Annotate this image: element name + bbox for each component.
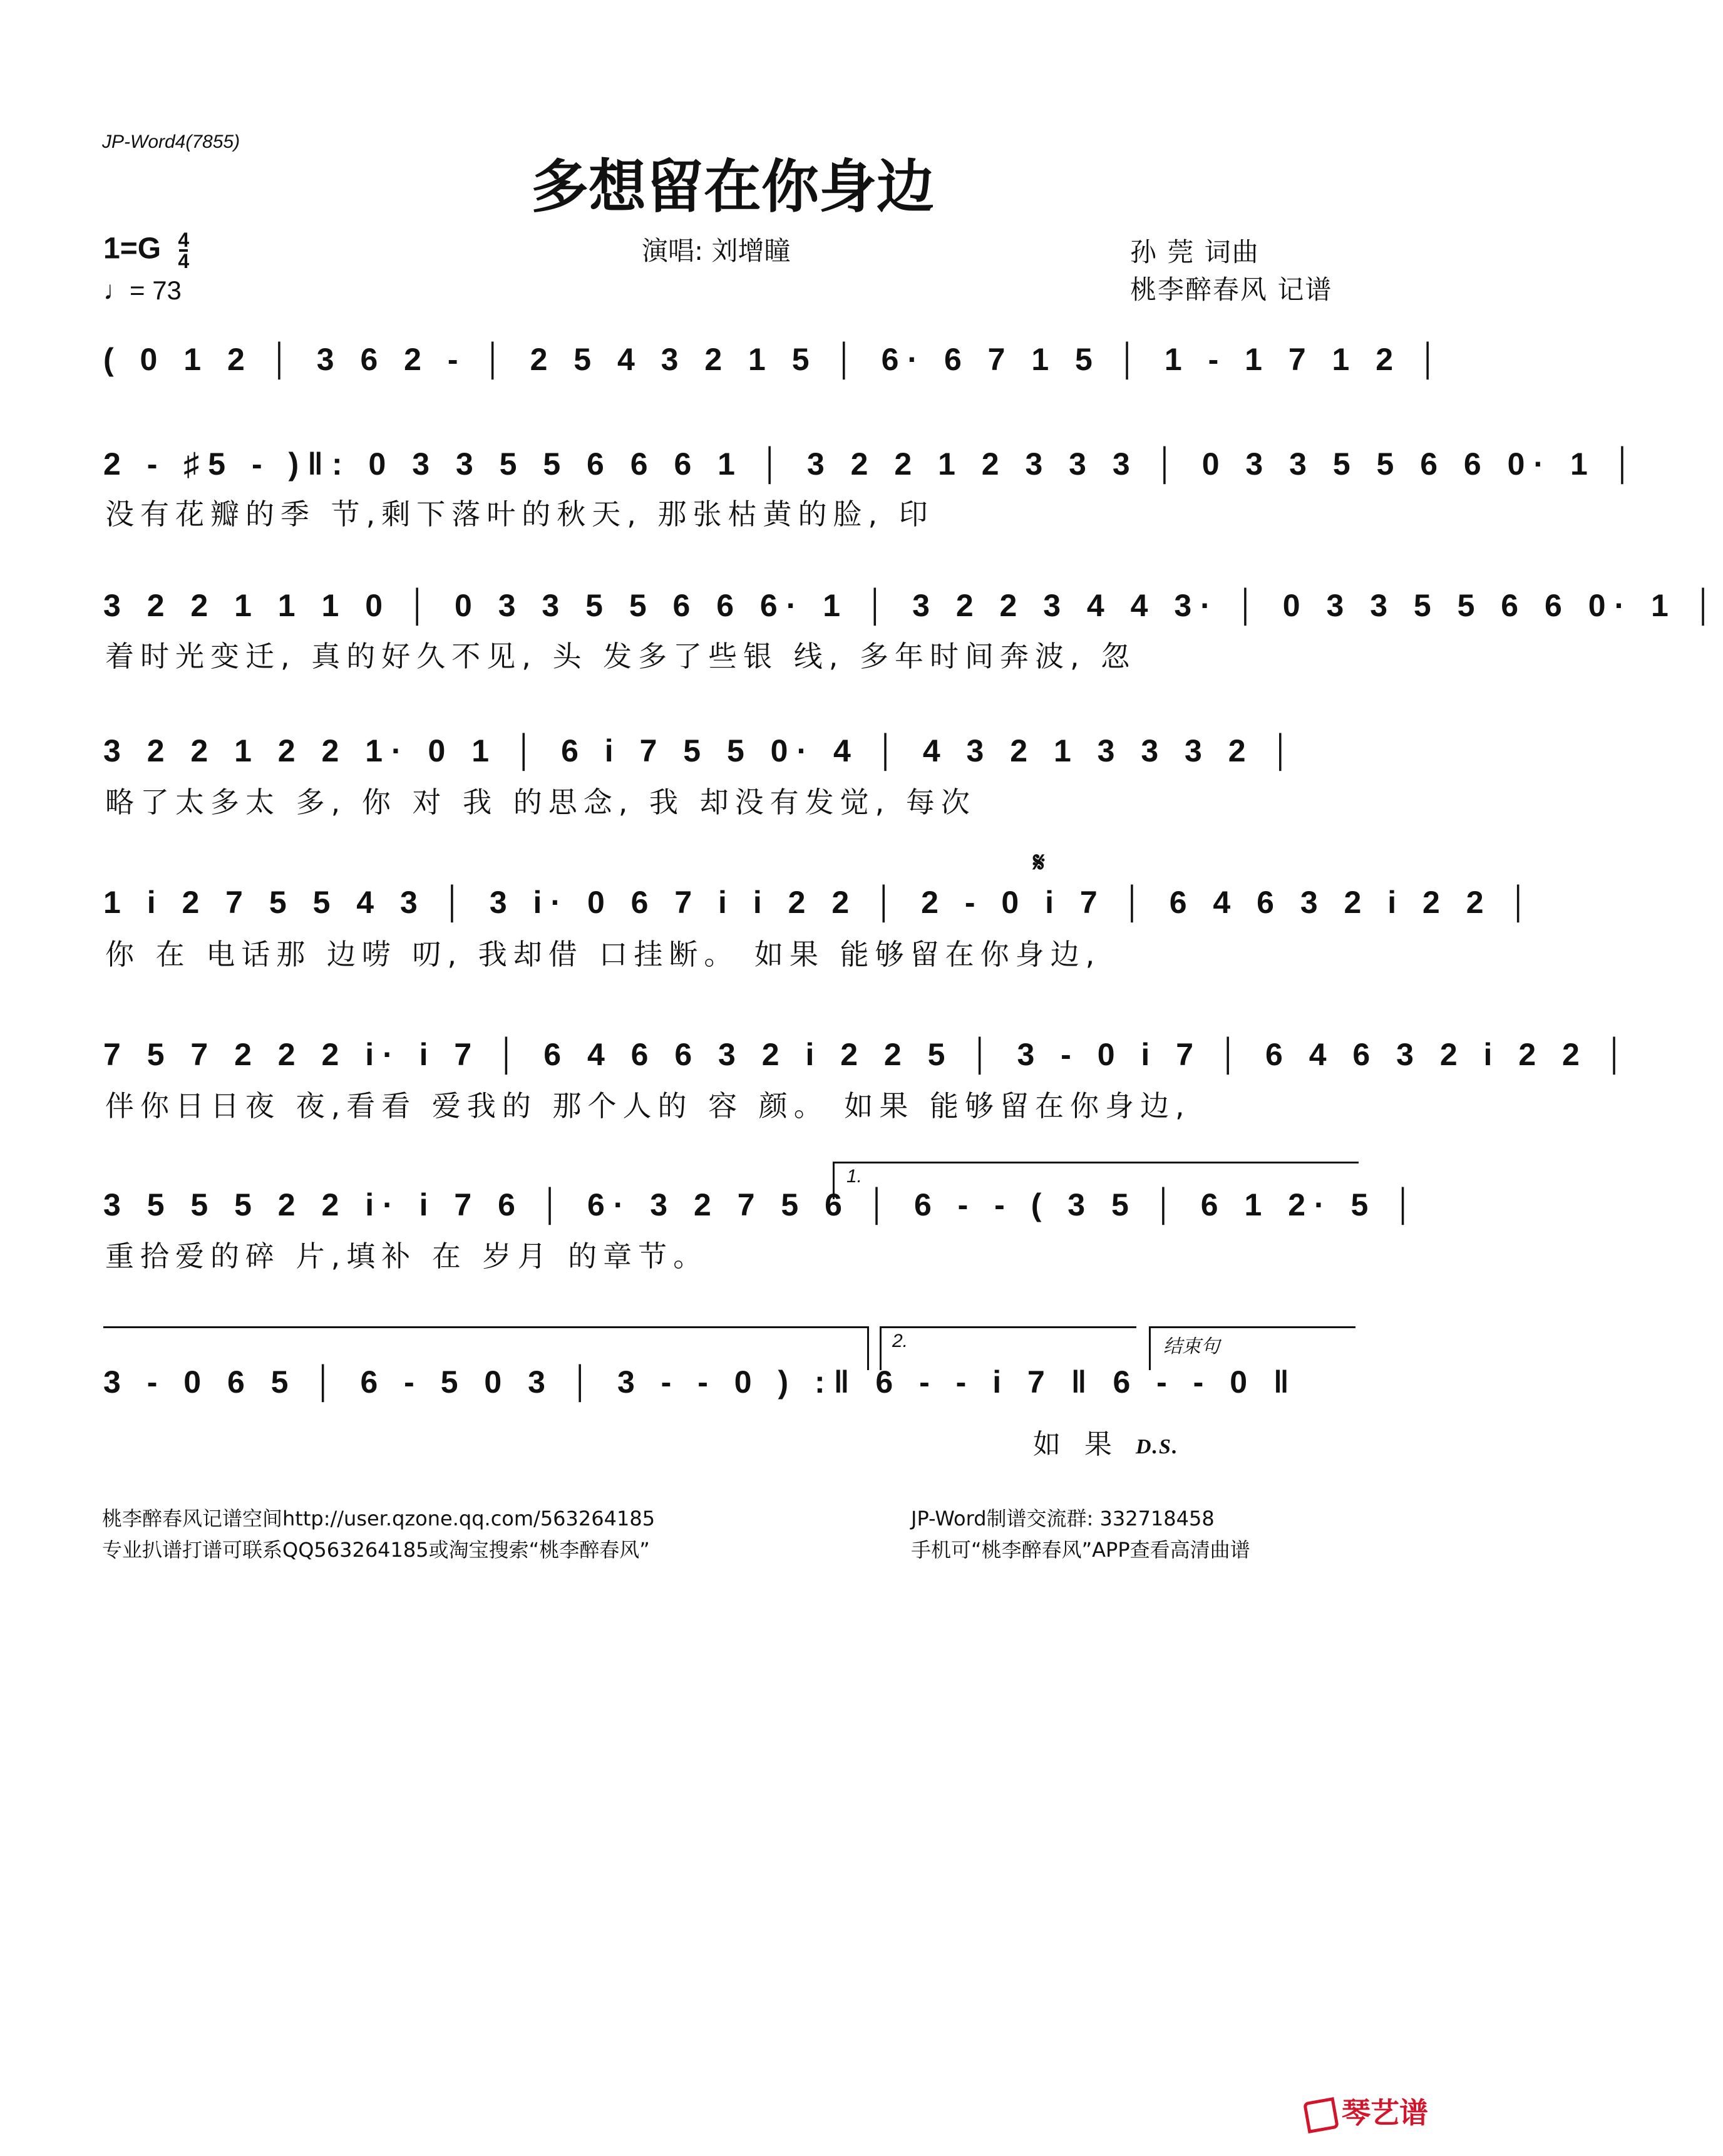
score-row-5-lyrics: 你 在 电话那 边唠 叨, 我却借 口挂断。 如果 能够留在你身边,	[105, 937, 1101, 971]
score-row-7-lyrics: 重拾爱的碎 片,填补 在 岁月 的章节。	[105, 1239, 709, 1273]
score-row-7-notes: 3 5 5 5 2 2 i· i 7 6 │ 6· 3 2 7 5 6 │ 6 - - ( 3 5 │ 6 1 2· 5 │	[103, 1187, 1423, 1222]
footer-right-1: JP-Word制谱交流群: 332718458	[911, 1507, 1215, 1530]
key-text: 1=G	[103, 232, 162, 266]
score-row-6-lyrics: 伴你日日夜 夜,看看 爱我的 那个人的 容 颜。 如果 能够留在你身边,	[105, 1089, 1191, 1123]
score-row-3-lyrics: 着时光变迁, 真的好久不见, 头 发多了些银 线, 多年时间奔波, 忽	[105, 639, 1136, 673]
composer-credit: 孙 莞 词曲	[1130, 237, 1260, 267]
volta-1-continuation	[103, 1326, 867, 1328]
software-label: JP-Word4(7855)	[102, 132, 240, 152]
score-row-4-notes: 3 2 2 1 2 2 1· 0 1 │ 6 i 7 5 5 0· 4 │ 4 3 2 1 3 3 3 2 │	[103, 733, 1300, 768]
ds-lyric: 如 果	[1033, 1428, 1119, 1460]
time-bottom: 4	[178, 250, 190, 272]
logo-text: 琴艺谱	[1342, 2096, 1428, 2130]
song-title: 多想留在你身边	[530, 153, 934, 220]
time-signature	[178, 230, 189, 271]
transcriber-credit: 桃李醉春风 记谱	[1130, 274, 1333, 305]
score-row-8-notes: 3 - 0 6 5 │ 6 - 5 0 3 │ 3 - - 0 ) :‖ 6 - - i 7 ‖ 6 - - 0 ‖	[103, 1364, 1298, 1400]
site-logo	[1305, 2090, 1428, 2132]
segno-sign: 𝄋	[1033, 847, 1045, 879]
ending-bracket-top	[1149, 1326, 1355, 1328]
ds-mark: D.S.	[1136, 1435, 1179, 1458]
tempo-mark: ♩= 73	[103, 276, 182, 305]
footer-left-2: 专业扒谱打谱可联系QQ563264185或淘宝搜索“桃李醉春风”	[102, 1538, 650, 1562]
score-row-6-notes: 7 5 7 2 2 2 i· i 7 │ 6 4 6 6 3 2 i 2 2 5 │ 3 - 0 i 7 │ 6 4 6 3 2 i 2 2 │	[103, 1037, 1634, 1072]
footer-left-1: 桃李醉春风记谱空间http://user.qzone.qq.com/563264185	[102, 1507, 656, 1530]
time-top: 4	[178, 229, 190, 251]
volta-1-bracket-top	[833, 1162, 1359, 1163]
volta-1-label: 1.	[846, 1166, 863, 1187]
score-row-2-lyrics: 没有花瓣的季 节,剩下落叶的秋天, 那张枯黄的脸, 印	[105, 497, 934, 531]
ds-instruction	[1033, 1421, 1178, 1462]
score-row-5-notes: 1 i 2 7 5 5 4 3 │ 3 i· 0 6 7 i i 2 2 │ 2 - 0 i 7 │ 6 4 6 3 2 i 2 2 │	[103, 885, 1538, 920]
score-row-4-lyrics: 略了太多太 多, 你 对 我 的思念, 我 却没有发觉, 每次	[105, 785, 976, 819]
ending-label: 结束句	[1163, 1336, 1220, 1357]
score-row-1-notes: ( 0 1 2 │ 3 6 2 - │ 2 5 4 3 2 1 5 │ 6· 6 7 1 5 │ 1 - 1 7 1 2 │	[103, 342, 1448, 377]
footer-right-2: 手机可“桃李醉春风”APP查看高清曲谱	[911, 1538, 1250, 1562]
singer-credit: 演唱: 刘增瞳	[642, 235, 791, 266]
logo-icon	[1303, 2097, 1339, 2133]
score-row-3-notes: 3 2 2 1 1 1 0 │ 0 3 3 5 5 6 6 6· 1 │ 3 2 2 3 4 4 3· │ 0 3 3 5 5 6 6 0· 1 │	[103, 588, 1723, 623]
volta-2-bracket-top	[880, 1326, 1136, 1328]
volta-2-label: 2.	[892, 1331, 908, 1351]
score-row-2-notes: 2 - ♯5 - )‖: 0 3 3 5 5 6 6 6 1 │ 3 2 2 1 2 3 3 3 │ 0 3 3 5 5 6 6 0· 1 │	[103, 446, 1642, 482]
key-signature	[103, 230, 189, 271]
